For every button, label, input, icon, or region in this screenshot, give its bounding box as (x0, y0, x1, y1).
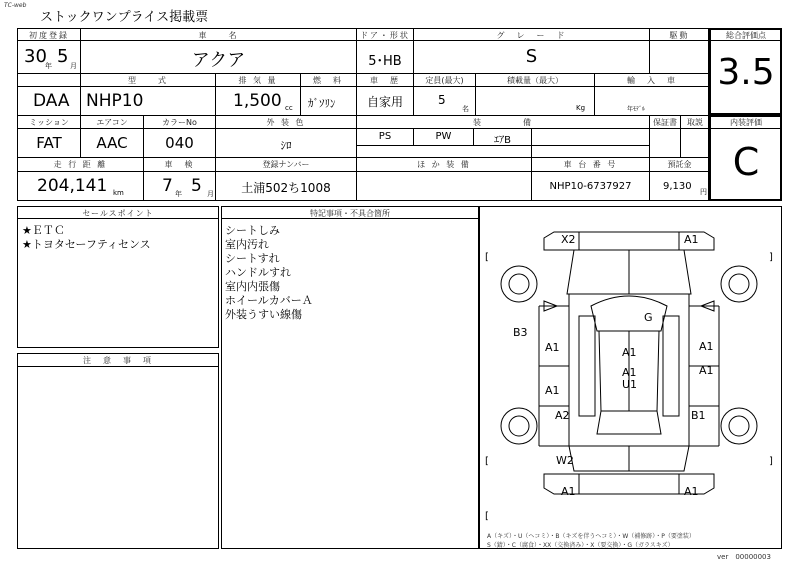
notes-panel (17, 353, 219, 549)
history-label: 車 歴 (370, 76, 400, 85)
price-label: 預託金 (667, 160, 692, 169)
cc-unit: cc (285, 104, 293, 112)
inspection-month-unit: 月 (207, 190, 214, 198)
damage-mark: A1 (684, 485, 699, 498)
logo: TC-web (4, 2, 27, 9)
sales-points-label: セールスポイント (82, 209, 154, 218)
aircon-label: エアコン (96, 118, 128, 127)
car-diagram (479, 206, 782, 549)
type-label: 型 式 (128, 76, 168, 85)
svg-text:[: [ (485, 456, 489, 467)
damage-mark: W2 (556, 454, 574, 467)
capacity-unit: 名 (462, 105, 469, 113)
km-unit: km (113, 189, 124, 197)
warranty-label: 保証書 (653, 118, 677, 127)
car-name: アクア (191, 50, 246, 71)
equip-pw: PW (435, 131, 452, 142)
door-shape: 5･HB (368, 54, 402, 69)
reg-month-unit: 月 (70, 62, 77, 70)
version-label: ver 00000003 (717, 553, 771, 561)
mission-label: ミッション (29, 118, 69, 127)
car-name-label: 車 名 (198, 31, 239, 40)
remark-item: ハンドルすれ (225, 266, 291, 279)
damage-mark: A1 (699, 340, 714, 353)
fuel-label: 燃 料 (313, 76, 343, 85)
svg-text:[: [ (485, 252, 489, 263)
door-label: ドア・形状 (360, 31, 410, 40)
inspection-year: 7 (162, 176, 173, 196)
color-no-label: カラーNo (162, 118, 197, 127)
remark-item: 外装うすい線傷 (225, 308, 302, 321)
manual-label: 取説 (687, 118, 703, 127)
load-label: 積載量（最大） (507, 76, 563, 85)
damage-mark: A1 (561, 485, 576, 498)
load-unit: Kg (576, 104, 586, 112)
mileage-value: 204,141 (37, 176, 108, 196)
damage-mark: A1 (622, 346, 637, 359)
remark-item: 室内内張傷 (225, 280, 280, 293)
damage-mark: A1 (684, 233, 699, 246)
grade-value: S (525, 46, 538, 67)
score-value: 3.5 (717, 52, 775, 93)
inspection-label: 車 検 (164, 160, 195, 169)
remark-item: シートしみ (225, 224, 280, 237)
equip-airbag: ｴｱB (494, 135, 511, 146)
page-title: ストックワンプライス掲載票 (40, 10, 209, 25)
capacity-label: 定員(最大) (425, 76, 464, 85)
chassis-value: NHP10-6737927 (549, 181, 632, 192)
damage-mark: U1 (622, 378, 638, 391)
damage-mark: B1 (691, 409, 706, 422)
grade-label: グ レ ー ド (496, 31, 567, 40)
exterior-label: 外 装 色 (266, 118, 306, 127)
inspection-month: 5 (191, 176, 202, 196)
legend-line-2: S（錆）・C（腐食）・XX（交換済み）・X（要交換）・G（ガラスキズ） (487, 542, 674, 549)
import-label: 輸 入 車 (627, 76, 677, 85)
remark-item: 室内汚れ (225, 238, 269, 251)
legend-line-1: A（キズ）・U（ヘコミ）・B（キズを伴うヘコミ）・W（補修跡）・P（要塗装） (487, 533, 695, 540)
type-prefix: DAA (33, 91, 70, 111)
mission-value: FAT (36, 134, 62, 152)
remarks-label: 特記事項・不具合箇所 (310, 209, 390, 218)
model-code: NHP10 (86, 91, 144, 111)
interior-label: 内装評価 (730, 118, 762, 127)
notes-label: 注 意 事 項 (83, 356, 153, 365)
damage-mark: A1 (699, 364, 714, 377)
capacity-value: 5 (438, 93, 446, 107)
damage-mark: A1 (545, 341, 560, 354)
reg-year: 30 (24, 46, 47, 67)
history-value: 自家用 (366, 95, 403, 109)
plate-label: 登録ナンバー (262, 160, 310, 169)
score-label: 総合評価点 (726, 31, 766, 40)
inspection-year-unit: 年 (175, 190, 182, 198)
interior-value: C (732, 140, 760, 184)
damage-mark: G (644, 311, 653, 324)
price-value: 9,130 (663, 181, 692, 192)
mileage-label: 走 行 距 離 (53, 160, 108, 169)
remark-item: ホイールカバーＡ (225, 294, 313, 307)
other-equip-label: ほ か 装 備 (417, 160, 471, 169)
exterior-value: ｼﾛ (280, 139, 292, 152)
damage-mark: A1 (545, 384, 560, 397)
equip-ps: PS (378, 131, 392, 142)
sales-point-item: ★トヨタセーフティセンス (22, 238, 151, 251)
displacement-label: 排 気 量 (238, 76, 278, 85)
plate-value: 土浦502ち1008 (241, 181, 331, 195)
damage-mark: A1 (622, 366, 637, 379)
chassis-label: 車 台 番 号 (563, 160, 618, 169)
color-no-value: 040 (165, 134, 194, 152)
first-reg-label: 初度登録 (29, 31, 69, 40)
reg-month: 5 (57, 46, 69, 67)
damage-mark: B3 (513, 326, 528, 339)
svg-text:]: ] (769, 456, 773, 467)
fuel-value: ｶﾞｿﾘﾝ (308, 97, 336, 110)
reg-year-unit: 年 (45, 62, 52, 70)
remark-item: シートすれ (225, 252, 280, 265)
damage-mark: X2 (561, 233, 576, 246)
sales-point-item: ★ＥＴＣ (22, 224, 65, 237)
svg-text:]: ] (769, 252, 773, 263)
equipment-label: 装 備 (473, 118, 533, 127)
damage-mark: A2 (555, 409, 570, 422)
drive-label: 駆動 (669, 31, 690, 40)
price-unit: 円 (700, 188, 707, 196)
svg-text:[: [ (485, 511, 489, 522)
displacement-value: 1,500 (233, 91, 282, 111)
import-year: 年ﾓﾃﾞﾙ (627, 106, 646, 113)
aircon-value: AAC (96, 134, 128, 152)
